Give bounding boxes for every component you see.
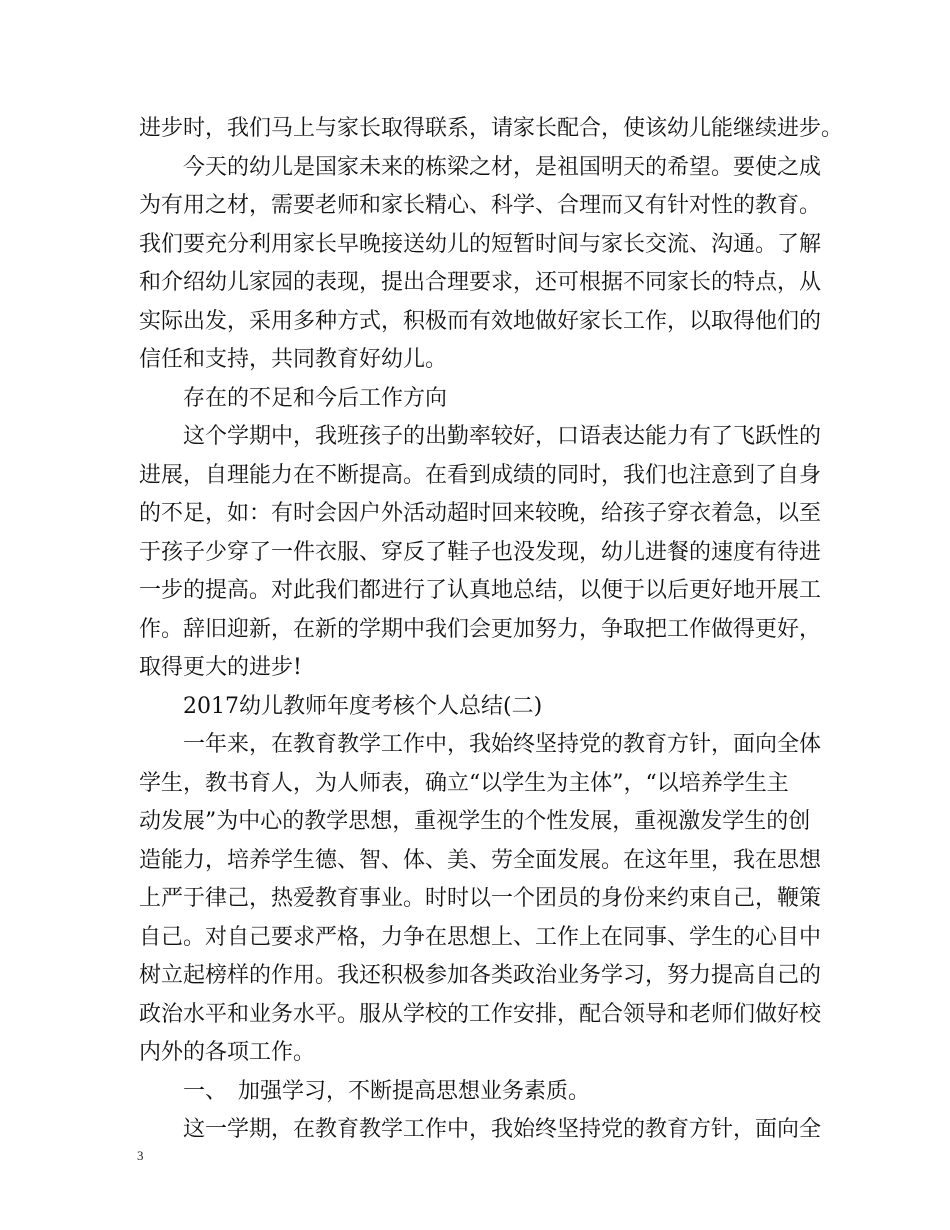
text-line: 动发展”为中心的教学思想，重视学生的个性发展，重视激发学生的创 <box>139 809 811 834</box>
paragraph-start: 这个学期中，我班孩子的出勤率较好，口语表达能力有了飞跃性的 <box>183 424 822 449</box>
text-line: 我们要充分利用家长早晚接送幼儿的短暂时间与家长交流、沟通。了解 <box>139 231 822 257</box>
text-line: 上严于律己，热爱教育事业。时时以一个团员的身份来约束自己，鞭策 <box>139 886 822 911</box>
text-line: 于孩子少穿了一件衣服、穿反了鞋子也没发现，幼儿进餐的速度有待进 <box>139 539 822 565</box>
paragraph-start: 一年来，在教育教学工作中，我始终坚持党的教育方针，面向全体 <box>183 732 822 757</box>
section-heading: 一、 加强学习，不断提高思想业务素质。 <box>183 1078 591 1104</box>
page-number: 3 <box>137 1148 144 1163</box>
text-line: 政治水平和业务水平。服从学校的工作安排，配合领导和老师们做好校 <box>139 1001 822 1027</box>
text-line: 自己。对自己要求严格，力争在思想上、工作上在同事、学生的心目中 <box>139 924 822 950</box>
paragraph-start: 这一学期，在教育教学工作中，我始终坚持党的教育方针，面向全 <box>183 1117 822 1142</box>
text-line: 实际出发，采用多种方式，积极而有效地做好家长工作，以取得他们的 <box>139 308 822 334</box>
text-line: 一步的提高。对此我们都进行了认真地总结，以便于以后更好地开展工 <box>139 578 822 603</box>
text-line: 进展，自理能力在不断提高。在看到成绩的同时，我们也注意到了自身 <box>139 462 822 488</box>
text-line: 和介绍幼儿家园的表现，提出合理要求，还可根据不同家长的特点，从 <box>139 270 822 295</box>
document-title: 2017幼儿教师年度考核个人总结(二) <box>183 693 543 719</box>
text-line: 进步时，我们马上与家长取得联系，请家长配合，使该幼儿能继续进步。 <box>139 116 844 141</box>
text-line: 为有用之材，需要老师和家长精心、科学、合理而又有针对性的教育。 <box>139 193 822 218</box>
text-line: 内外的各项工作。 <box>139 1040 316 1065</box>
paragraph-start: 今天的幼儿是国家未来的栋梁之材，是祖国明天的希望。要使之成 <box>183 154 822 180</box>
text-line: 树立起榜样的作用。我还积极参加各类政治业务学习，努力提高自己的 <box>139 963 822 988</box>
text-line: 的不足，如：有时会因户外活动超时回来较晚，给孩子穿衣着急，以至 <box>139 501 822 526</box>
text-line: 学生，教书育人，为人师表，确立“以学生为主体”，“以培养学生主 <box>139 770 789 796</box>
text-line: 取得更大的进步! <box>139 655 302 680</box>
document-body <box>139 110 844 1150</box>
text-line: 造能力，培养学生德、智、体、美、劳全面发展。在这年里，我在思想 <box>139 847 822 873</box>
text-line: 作。辞旧迎新，在新的学期中我们会更加努力，争取把工作做得更好， <box>139 616 822 642</box>
section-heading: 存在的不足和今后工作方向 <box>183 385 448 411</box>
text-line: 信任和支持，共同教育好幼儿。 <box>139 347 448 372</box>
